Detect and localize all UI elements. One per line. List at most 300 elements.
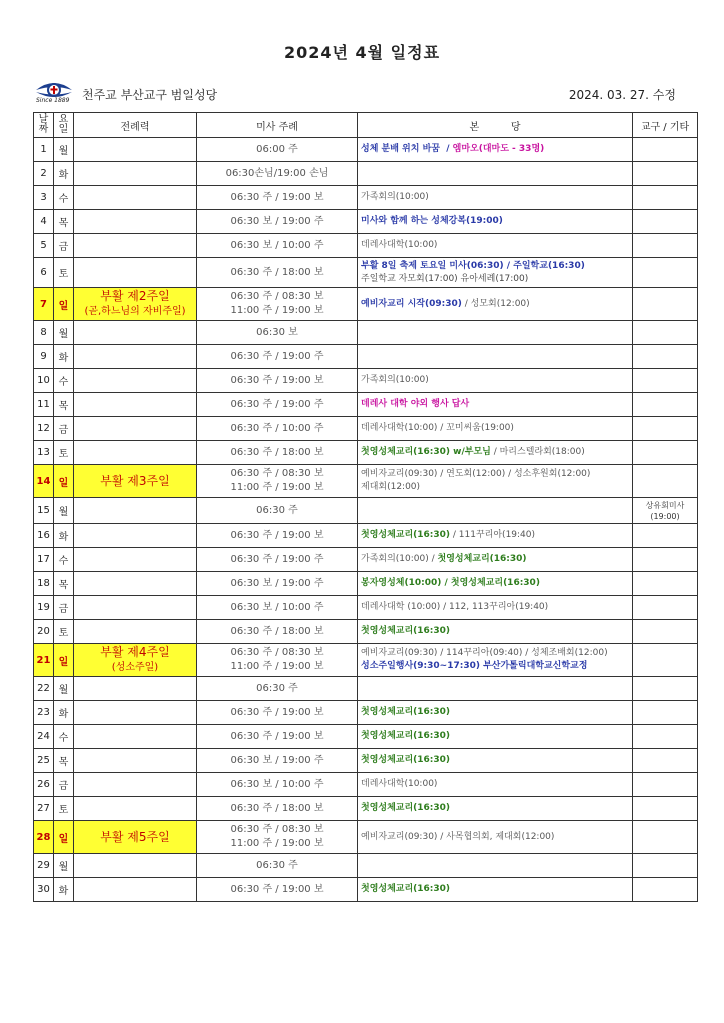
mass-cell	[197, 725, 358, 749]
weekday-cell: 화	[54, 345, 74, 369]
weekday-cell: 일	[54, 644, 74, 677]
mass-cell	[197, 465, 358, 498]
parish-events-cell	[358, 572, 633, 596]
weekday-cell: 금	[54, 417, 74, 441]
day-cell: 21	[34, 644, 54, 677]
event-line	[361, 883, 632, 896]
liturgy-cell	[74, 572, 197, 596]
event-text: 데레사대학(10:00)	[361, 240, 438, 250]
mass-cell	[197, 441, 358, 465]
liturgy-cell	[74, 417, 197, 441]
liturgy-cell	[74, 773, 197, 797]
parish-events-cell	[358, 821, 633, 854]
event-text: 제대회(12:00)	[361, 482, 421, 492]
liturgy-cell	[74, 524, 197, 548]
col-header-etc: 교구 / 기타	[633, 113, 698, 138]
parish-events-cell	[358, 797, 633, 821]
parish-events-cell	[358, 548, 633, 572]
parish-events-cell	[358, 749, 633, 773]
schedule-row	[34, 498, 698, 524]
mass-line: 11:00 주 / 19:00 보	[230, 838, 324, 849]
weekday-cell: 월	[54, 321, 74, 345]
mass-cell	[197, 417, 358, 441]
col-header-dow-label: 요일	[58, 114, 69, 135]
mass-cell	[197, 548, 358, 572]
event-text: / 마리스텔라회(18:00)	[490, 447, 585, 457]
weekday-cell: 목	[54, 572, 74, 596]
day-cell: 12	[34, 417, 54, 441]
diocese-other-cell	[633, 321, 698, 345]
event-line	[361, 601, 632, 614]
event-text: 첫영성체교리(16:30)	[361, 626, 451, 636]
parish-events-cell	[358, 210, 633, 234]
weekday-cell: 목	[54, 393, 74, 417]
event-line	[361, 778, 632, 791]
day-cell: 29	[34, 854, 54, 878]
diocese-other-cell	[633, 878, 698, 902]
mass-line: 06:30 주 / 18:00 보	[230, 446, 324, 458]
revision-date: 2024. 03. 27. 수정	[568, 88, 676, 102]
weekday-cell: 월	[54, 498, 74, 524]
parish-events-cell	[358, 878, 633, 902]
schedule-row	[34, 138, 698, 162]
mass-line: 06:30 주 / 19:00 보	[230, 191, 324, 203]
day-cell: 18	[34, 572, 54, 596]
diocese-other-cell	[633, 441, 698, 465]
parish-events-cell	[358, 321, 633, 345]
event-line	[361, 298, 632, 311]
weekday-cell: 금	[54, 773, 74, 797]
day-cell: 13	[34, 441, 54, 465]
liturgy-cell	[74, 465, 197, 498]
schedule-row	[34, 572, 698, 596]
mass-line: 11:00 주 / 19:00 보	[230, 305, 324, 316]
weekday-cell: 월	[54, 138, 74, 162]
diocese-other-cell	[633, 821, 698, 854]
event-text: 가족회의(10:00)	[361, 192, 429, 202]
diocese-other-cell	[633, 725, 698, 749]
schedule-row	[34, 234, 698, 258]
liturgy-cell	[74, 620, 197, 644]
mass-line: 06:30 주 / 18:00 보	[230, 266, 324, 278]
liturgy-cell	[74, 186, 197, 210]
schedule-row	[34, 369, 698, 393]
diocese-other-cell	[633, 620, 698, 644]
mass-cell	[197, 596, 358, 620]
mass-line: 06:30 주 / 19:00 주	[230, 553, 324, 565]
liturgy-cell	[74, 234, 197, 258]
col-header-liturgy: 전례력	[74, 113, 197, 138]
parish-events-cell	[358, 162, 633, 186]
weekday-cell: 토	[54, 441, 74, 465]
mass-line: 06:30 주	[256, 682, 298, 694]
event-line	[361, 577, 632, 590]
parish-events-cell	[358, 345, 633, 369]
mass-cell	[197, 749, 358, 773]
parish-events-cell	[358, 498, 633, 524]
mass-line: 06:30 주 / 08:30 보	[230, 291, 324, 302]
schedule-row	[34, 773, 698, 797]
liturgy-cell	[74, 258, 197, 288]
mass-line: 06:30 주	[256, 859, 298, 871]
schedule-row	[34, 162, 698, 186]
mass-line: 06:30 주	[256, 504, 298, 516]
day-cell: 14	[34, 465, 54, 498]
mass-line: 06:30 주 / 18:00 보	[230, 625, 324, 637]
diocese-other-cell	[633, 596, 698, 620]
day-cell: 20	[34, 620, 54, 644]
event-text: 데레사대학(10:00) / 꼬미씨움(19:00)	[361, 423, 514, 433]
mass-cell	[197, 677, 358, 701]
diocese-other-cell	[633, 498, 698, 524]
liturgy-line: (곧,하느님의 자비주일)	[84, 306, 186, 317]
schedule-row	[34, 797, 698, 821]
mass-cell	[197, 288, 358, 321]
mass-line: 06:30 주 / 08:30 보	[230, 468, 324, 479]
mass-line: 11:00 주 / 19:00 보	[230, 661, 324, 672]
event-line	[361, 625, 632, 638]
mass-line: 06:30 주 / 19:00 보	[230, 529, 324, 541]
weekday-cell: 금	[54, 596, 74, 620]
mass-cell	[197, 572, 358, 596]
day-cell: 30	[34, 878, 54, 902]
other-line: 상유회미사	[645, 500, 685, 510]
diocese-other-cell	[633, 288, 698, 321]
parish-events-cell	[358, 234, 633, 258]
event-line	[361, 260, 632, 273]
schedule-table	[33, 112, 698, 902]
schedule-row	[34, 393, 698, 417]
day-cell: 24	[34, 725, 54, 749]
schedule-row	[34, 878, 698, 902]
diocese-other-cell	[633, 417, 698, 441]
event-text: 봉자영성체(10:00) / 첫영성체교리(16:30)	[361, 578, 540, 588]
weekday-cell: 일	[54, 821, 74, 854]
event-text: / 성모회(12:00)	[461, 298, 530, 309]
diocese-other-cell	[633, 854, 698, 878]
mass-cell	[197, 878, 358, 902]
mass-line: 06:30 주 / 19:00 주	[230, 398, 324, 410]
schedule-row	[34, 677, 698, 701]
day-cell: 17	[34, 548, 54, 572]
event-text: 첫영성체교리(16:30) w/부모님	[361, 447, 491, 457]
mass-cell	[197, 797, 358, 821]
weekday-cell: 수	[54, 725, 74, 749]
weekday-cell: 토	[54, 258, 74, 288]
event-line	[361, 143, 632, 156]
liturgy-line: 부활 제4주일	[100, 645, 170, 659]
mass-line: 06:30 주 / 19:00 주	[230, 350, 324, 362]
schedule-row	[34, 821, 698, 854]
mass-cell	[197, 321, 358, 345]
liturgy-cell	[74, 821, 197, 854]
mass-line: 06:30 보 / 10:00 주	[230, 239, 324, 251]
event-line	[361, 553, 632, 566]
event-text: 데레사 대학 야외 행사 답사	[361, 399, 470, 409]
mass-line: 06:30 보	[256, 326, 298, 338]
weekday-cell: 목	[54, 749, 74, 773]
parish-events-cell	[358, 393, 633, 417]
parish-events-cell	[358, 138, 633, 162]
event-text: 첫영성체교리(16:30)	[437, 554, 527, 564]
diocese-other-cell	[633, 258, 698, 288]
day-cell: 3	[34, 186, 54, 210]
mass-cell	[197, 393, 358, 417]
event-line	[361, 273, 632, 286]
schedule-row	[34, 725, 698, 749]
event-text: 예비자교리(09:30) / 114꾸리아(09:40) / 성체조배회(12:00)	[361, 648, 608, 658]
parish-events-cell	[358, 186, 633, 210]
schedule-row	[34, 288, 698, 321]
parish-events-cell	[358, 465, 633, 498]
mass-line: 06:30 주 / 19:00 보	[230, 706, 324, 718]
mass-line: 06:30 보 / 10:00 주	[230, 601, 324, 613]
schedule-row	[34, 210, 698, 234]
mass-line: 06:30 주 / 08:30 보	[230, 647, 324, 658]
event-line	[361, 730, 632, 743]
mass-line: 06:30 보 / 10:00 주	[230, 778, 324, 790]
day-cell: 28	[34, 821, 54, 854]
event-line	[361, 660, 632, 673]
parish-events-cell	[358, 524, 633, 548]
schedule-row	[34, 345, 698, 369]
day-cell: 26	[34, 773, 54, 797]
schedule-row	[34, 854, 698, 878]
diocese-other-cell	[633, 465, 698, 498]
schedule-row	[34, 465, 698, 498]
schedule-row	[34, 186, 698, 210]
event-text: 첫영성체교리(16:30)	[361, 530, 451, 540]
event-line	[361, 529, 632, 542]
schedule-row	[34, 749, 698, 773]
day-cell: 22	[34, 677, 54, 701]
liturgy-line: 부활 제2주일	[100, 289, 170, 303]
event-text: 첫영성체교리(16:30)	[361, 803, 451, 813]
event-line	[361, 215, 632, 228]
parish-events-cell	[358, 773, 633, 797]
parish-events-cell	[358, 854, 633, 878]
liturgy-cell	[74, 498, 197, 524]
parish-events-cell	[358, 701, 633, 725]
day-cell: 9	[34, 345, 54, 369]
parish-events-cell	[358, 596, 633, 620]
event-text: 첫영성체교리(16:30)	[361, 884, 451, 894]
weekday-cell: 화	[54, 878, 74, 902]
diocese-other-cell	[633, 524, 698, 548]
col-header-day-label: 날짜	[38, 114, 49, 135]
mass-cell	[197, 234, 358, 258]
event-text: 부활 8일 축제 토요일 미사(06:30) / 주일학교(16:30)	[361, 260, 585, 271]
liturgy-cell	[74, 441, 197, 465]
mass-cell	[197, 186, 358, 210]
event-text: 주일학교 자모회(17:00) 유아세례(17:00)	[361, 273, 529, 284]
diocese-other-cell	[633, 797, 698, 821]
event-line	[361, 468, 632, 481]
mass-line: 06:30 보 / 19:00 주	[230, 754, 324, 766]
liturgy-cell	[74, 677, 197, 701]
weekday-cell: 수	[54, 548, 74, 572]
event-text: 성소주일행사(9:30~17:30) 부산가톨릭대학교신학교정	[361, 661, 588, 671]
parish-events-cell	[358, 369, 633, 393]
event-text: 데레사대학(10:00)	[361, 779, 438, 789]
mass-line: 06:30 주 / 19:00 보	[230, 883, 324, 895]
diocese-other-cell	[633, 186, 698, 210]
col-header-dow	[54, 113, 74, 138]
mass-line: 06:30 주 / 10:00 주	[230, 422, 324, 434]
liturgy-cell	[74, 210, 197, 234]
schedule-row	[34, 644, 698, 677]
mass-line: 11:00 주 / 19:00 보	[230, 482, 324, 493]
logo-caption: Since 1889	[36, 97, 70, 104]
weekday-cell: 금	[54, 234, 74, 258]
day-cell: 6	[34, 258, 54, 288]
liturgy-cell	[74, 644, 197, 677]
other-line: (19:00)	[650, 511, 680, 521]
day-cell: 7	[34, 288, 54, 321]
col-header-day	[34, 113, 54, 138]
mass-cell	[197, 773, 358, 797]
liturgy-cell	[74, 345, 197, 369]
schedule-row	[34, 258, 698, 288]
liturgy-cell	[74, 548, 197, 572]
event-line	[361, 446, 632, 459]
day-cell: 2	[34, 162, 54, 186]
event-text: 데레사대학 (10:00) / 112, 113꾸리아(19:40)	[361, 602, 549, 612]
event-line	[361, 802, 632, 815]
event-text: 가족회의(10:00)	[361, 375, 429, 385]
page-title: 2024년 4월 일정표	[283, 43, 441, 62]
schedule-row	[34, 524, 698, 548]
mass-cell	[197, 701, 358, 725]
event-line	[361, 481, 632, 494]
liturgy-cell	[74, 393, 197, 417]
liturgy-cell	[74, 596, 197, 620]
diocese-other-cell	[633, 701, 698, 725]
mass-line: 06:30 주 / 08:30 보	[230, 824, 324, 835]
event-line	[361, 191, 632, 204]
event-line	[361, 239, 632, 252]
diocese-other-cell	[633, 644, 698, 677]
liturgy-cell	[74, 138, 197, 162]
day-cell: 8	[34, 321, 54, 345]
weekday-cell: 토	[54, 797, 74, 821]
weekday-cell: 월	[54, 677, 74, 701]
diocese-other-cell	[633, 677, 698, 701]
event-text: 성체 분배 위치 바꿈 /	[361, 144, 453, 154]
day-cell: 11	[34, 393, 54, 417]
schedule-row	[34, 417, 698, 441]
weekday-cell: 일	[54, 465, 74, 498]
diocese-other-cell	[633, 393, 698, 417]
event-text: 첫영성체교리(16:30)	[361, 707, 451, 717]
diocese-other-cell	[633, 572, 698, 596]
event-text: 예비자교리(09:30) / 연도회(12:00) / 성소후원회(12:00)	[361, 469, 591, 479]
schedule-row	[34, 620, 698, 644]
parish-events-cell	[358, 725, 633, 749]
schedule-row	[34, 441, 698, 465]
event-line	[361, 706, 632, 719]
liturgy-cell	[74, 162, 197, 186]
day-cell: 4	[34, 210, 54, 234]
diocese-other-cell	[633, 345, 698, 369]
weekday-cell: 수	[54, 186, 74, 210]
diocese-other-cell	[633, 369, 698, 393]
day-cell: 16	[34, 524, 54, 548]
day-cell: 19	[34, 596, 54, 620]
event-text: 가족회의(10:00) /	[361, 554, 438, 564]
parish-events-cell	[358, 417, 633, 441]
parish-events-cell	[358, 441, 633, 465]
liturgy-line: (성소주일)	[111, 662, 159, 673]
day-cell: 27	[34, 797, 54, 821]
mass-cell	[197, 210, 358, 234]
mass-cell	[197, 524, 358, 548]
diocese-other-cell	[633, 234, 698, 258]
diocese-other-cell	[633, 210, 698, 234]
header-row	[34, 113, 698, 138]
schedule-row	[34, 321, 698, 345]
col-header-mass: 미사 주례	[197, 113, 358, 138]
schedule-row	[34, 596, 698, 620]
mass-cell	[197, 138, 358, 162]
weekday-cell: 목	[54, 210, 74, 234]
event-text: 예비자교리 시작(09:30)	[361, 298, 462, 309]
diocese-other-cell	[633, 548, 698, 572]
event-text: 첫영성체교리(16:30)	[361, 731, 451, 741]
mass-cell	[197, 258, 358, 288]
event-text: 엠마오(대마도 - 33명)	[452, 144, 545, 154]
church-name: 천주교 부산교구 범일성당	[82, 88, 218, 102]
liturgy-cell	[74, 369, 197, 393]
event-line	[361, 754, 632, 767]
mass-line: 06:30손님/19:00 손님	[225, 167, 329, 179]
mass-cell	[197, 162, 358, 186]
mass-cell	[197, 345, 358, 369]
mass-line: 06:30 주 / 19:00 보	[230, 730, 324, 742]
diocese-other-cell	[633, 162, 698, 186]
liturgy-cell	[74, 701, 197, 725]
weekday-cell: 화	[54, 524, 74, 548]
weekday-cell: 화	[54, 162, 74, 186]
liturgy-line: 부활 제3주일	[100, 474, 170, 488]
schedule-row	[34, 548, 698, 572]
event-line	[361, 647, 632, 660]
col-header-main: 본 당	[358, 113, 633, 138]
liturgy-cell	[74, 725, 197, 749]
event-line	[361, 422, 632, 435]
mass-line: 06:30 보 / 19:00 주	[230, 577, 324, 589]
day-cell: 25	[34, 749, 54, 773]
event-line	[361, 831, 632, 844]
day-cell: 15	[34, 498, 54, 524]
diocese-other-cell	[633, 138, 698, 162]
mass-line: 06:00 주	[256, 143, 298, 155]
liturgy-cell	[74, 854, 197, 878]
mass-cell	[197, 620, 358, 644]
day-cell: 5	[34, 234, 54, 258]
weekday-cell: 수	[54, 369, 74, 393]
mass-cell	[197, 854, 358, 878]
diocese-other-cell	[633, 773, 698, 797]
weekday-cell: 월	[54, 854, 74, 878]
mass-line: 06:30 주 / 19:00 보	[230, 374, 324, 386]
day-cell: 23	[34, 701, 54, 725]
mass-line: 06:30 보 / 19:00 주	[230, 215, 324, 227]
event-text: 예비자교리(09:30) / 사목협의회, 제대회(12:00)	[361, 831, 555, 842]
mass-cell	[197, 821, 358, 854]
liturgy-cell	[74, 288, 197, 321]
parish-events-cell	[358, 644, 633, 677]
